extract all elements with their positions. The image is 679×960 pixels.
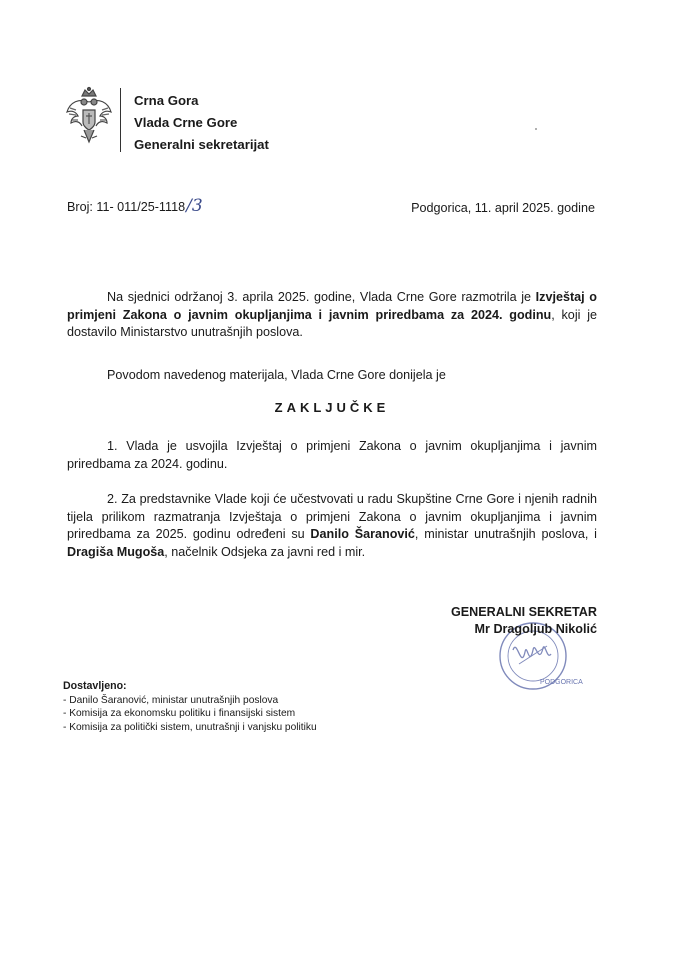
coat-of-arms-icon: [64, 86, 114, 148]
intro-paragraph: [67, 289, 597, 342]
conclusion-2-text-1: 2. Za predstavnike Vlade koji će učestvovati u radu Skupštine Crne Gore i njenih radnih tijela prilikom razmatranja Izvještaja o primjeni Zakona o javnim okupljanjima i javnim priredbama za 2025. godinu određeni su: [67, 492, 597, 542]
document-date: Podgorica, 11. april 2025. godine: [411, 201, 595, 215]
conclusion-item-1: [67, 438, 597, 473]
government-name: Vlada Crne Gore: [134, 115, 238, 130]
letterhead: [134, 90, 269, 156]
country-name: Crna Gora: [134, 93, 199, 108]
conclusions-heading: ZAKLJUČKE: [274, 400, 390, 415]
intro-text-2: , koji je dostavilo Ministarstvo unutrašnjih poslova.: [67, 307, 597, 340]
signatory-title: GENERALNI SEKRETAR: [450, 605, 597, 619]
handwritten-suffix: /3: [186, 196, 203, 216]
scan-speck: [535, 128, 537, 130]
distribution-item: - Danilo Šaranović, ministar unutrašnjih poslova: [63, 694, 279, 706]
decision-intro: [67, 367, 597, 385]
decision-intro-text: Povodom navedenog materijala, Vlada Crne Gore donijela je: [107, 368, 446, 382]
signatory-name: Mr Dragoljub Nikolić: [474, 622, 597, 636]
intro-text-1: Na sjednici održanoj 3. aprila 2025. godine, Vlada Crne Gore razmotrila je: [107, 290, 536, 304]
report-title: Izvještaj o primjeni Zakona o javnim okupljanjima i javnim priredbama za 2024. godinu: [67, 290, 597, 322]
header-divider: [120, 88, 121, 152]
distribution-list: [63, 680, 317, 734]
distribution-title: Dostavljeno:: [63, 680, 127, 692]
person-2-name: Dragiša Mugoša: [67, 544, 165, 559]
signature-block: [451, 604, 597, 638]
reference-number: [67, 196, 203, 216]
stamp-label: PODGORICA: [540, 679, 583, 686]
conclusion-item-2: [67, 491, 597, 561]
distribution-item: - Komisija za politički sistem, unutrašnji i vanjsku politiku: [63, 721, 317, 733]
conclusion-2-text-3: , načelnik Odsjeka za javni red i mir.: [164, 544, 366, 559]
reference-number-text: Broj: 11- 011/25-1118: [67, 200, 186, 214]
office-name: Generalni sekretarijat: [134, 137, 269, 152]
conclusion-2-text-2: , ministar unutrašnjih poslova, i: [414, 527, 597, 542]
conclusion-1-text: 1. Vlada je usvojila Izvještaj o primjeni Zakona o javnim okupljanjima i javnim priredbama za 2024. godinu.: [67, 439, 597, 471]
distribution-item: - Komisija za ekonomsku politiku i finansijski sistem: [63, 708, 296, 720]
person-1-name: Danilo Šaranović: [310, 527, 415, 542]
